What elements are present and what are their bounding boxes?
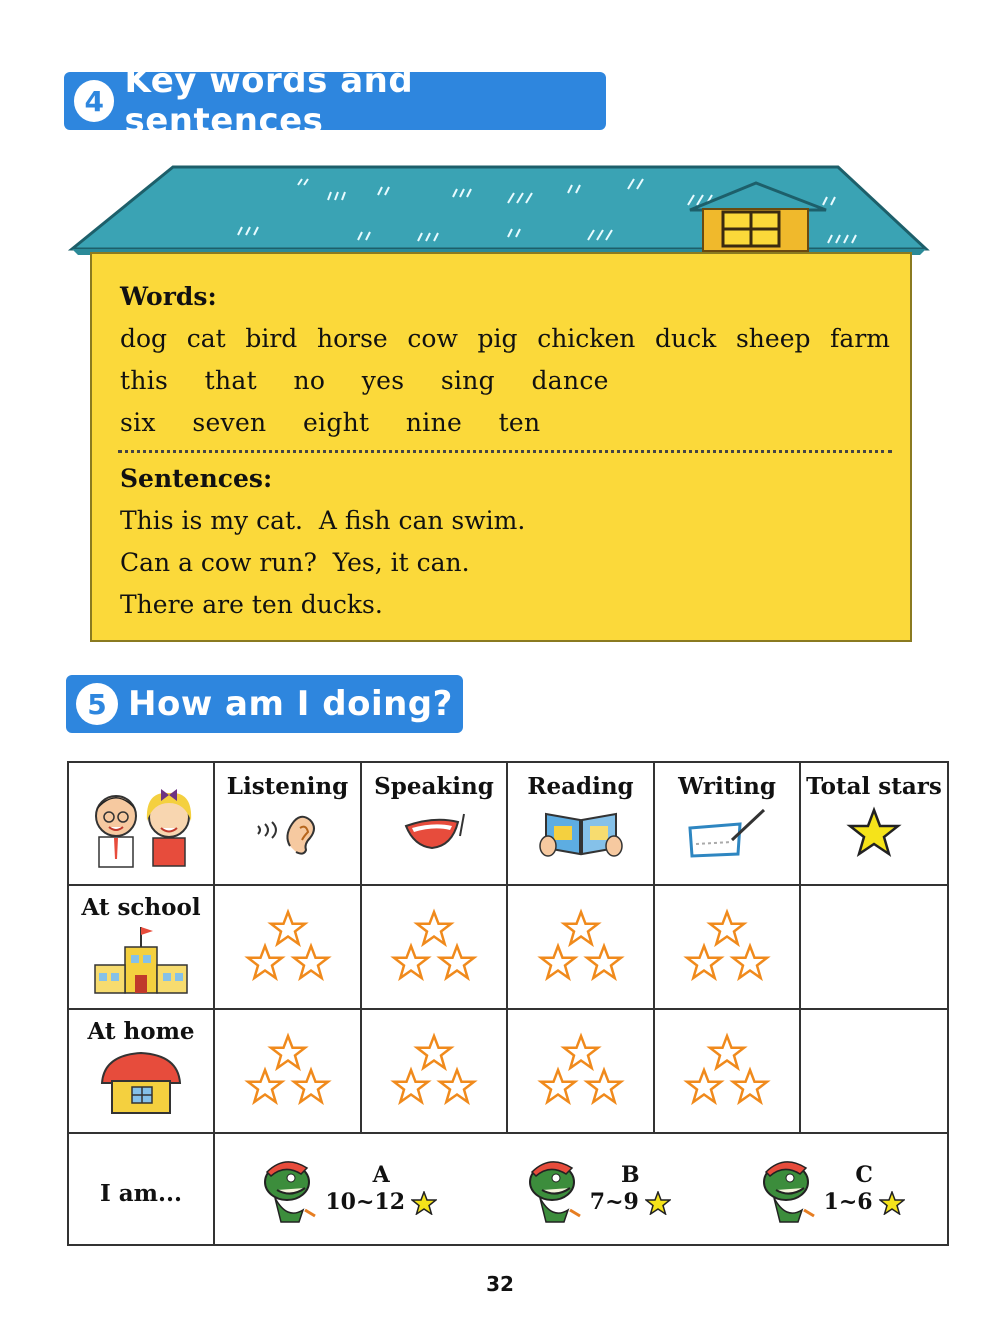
school-icon — [91, 925, 191, 997]
stars-cell — [361, 1009, 507, 1133]
grade-a — [257, 1154, 437, 1224]
grade-range: 1~6 — [823, 1189, 873, 1215]
word: cat — [186, 324, 226, 353]
word: dog — [120, 324, 168, 353]
three-stars-icon — [533, 1032, 629, 1106]
key-words-house — [90, 252, 912, 642]
column-label: Writing — [678, 773, 776, 800]
word: sheep — [735, 324, 811, 353]
sentences-heading: Sentences: — [120, 464, 273, 493]
column-header-speaking — [361, 762, 507, 885]
stars-cell — [507, 1009, 654, 1133]
sentence-line: There are ten ducks. — [120, 590, 383, 619]
column-header-reading — [507, 762, 654, 885]
section-number: 4 — [74, 80, 114, 122]
row-header-i-am — [68, 1133, 214, 1245]
dinosaur-icon — [257, 1154, 319, 1224]
stars-cell — [654, 1009, 800, 1133]
stars-cell — [214, 1009, 361, 1133]
row-label: At school — [81, 894, 201, 921]
star-icon — [411, 1191, 437, 1215]
grade-options — [215, 1134, 947, 1244]
grade-c — [756, 1154, 905, 1224]
house-roof — [68, 165, 930, 255]
dotted-divider — [118, 450, 892, 453]
grade-letter: C — [855, 1162, 873, 1188]
column-header-listening — [214, 762, 361, 885]
words-heading: Words: — [120, 282, 217, 311]
word: horse — [316, 324, 388, 353]
column-label: Total stars — [806, 773, 942, 800]
row-header-at-home — [68, 1009, 214, 1133]
word: farm — [830, 324, 890, 353]
column-header-total-stars — [800, 762, 948, 885]
kids-icon — [81, 781, 201, 871]
sentence-line: This is my cat. A fish can swim. — [120, 506, 526, 535]
dinosaur-icon — [756, 1154, 818, 1224]
word: bird — [245, 324, 298, 353]
grade-cell — [214, 1133, 948, 1245]
mouth-icon — [394, 806, 474, 856]
three-stars-icon — [533, 908, 629, 982]
words-line-2: this that no yes sing dance — [120, 366, 609, 395]
star-icon — [846, 806, 902, 858]
three-stars-icon — [386, 908, 482, 982]
three-stars-icon — [240, 908, 336, 982]
grade-range: 10~12 — [325, 1189, 406, 1215]
column-header-writing — [654, 762, 800, 885]
sentence-line: Can a cow run? Yes, it can. — [120, 548, 470, 577]
total-stars-cell[interactable] — [800, 885, 948, 1009]
section-title: Key words and sentences — [124, 61, 414, 141]
grade-range: 7~9 — [589, 1189, 639, 1215]
section-5-header — [66, 675, 463, 733]
page-number: 32 — [486, 1272, 514, 1296]
grade-b — [522, 1154, 671, 1224]
grade-letter: A — [372, 1162, 390, 1188]
star-icon — [879, 1191, 905, 1215]
stars-cell — [214, 885, 361, 1009]
book-icon — [536, 804, 626, 860]
row-label: At home — [87, 1018, 195, 1045]
three-stars-icon — [386, 1032, 482, 1106]
grade-letter: B — [620, 1162, 640, 1188]
section-title: How am I doing? — [128, 684, 453, 724]
section-number: 5 — [76, 683, 118, 725]
column-label: Listening — [226, 773, 349, 800]
three-stars-icon — [679, 1032, 775, 1106]
stars-cell — [361, 885, 507, 1009]
word: chicken — [537, 324, 636, 353]
column-label: Speaking — [374, 773, 494, 800]
three-stars-icon — [679, 908, 775, 982]
home-icon — [96, 1049, 186, 1117]
self-assessment-table — [67, 761, 949, 1246]
dinosaur-icon — [522, 1154, 584, 1224]
three-stars-icon — [240, 1032, 336, 1106]
total-stars-cell[interactable] — [800, 1009, 948, 1133]
ear-icon — [248, 806, 328, 856]
words-line-3: six seven eight nine ten — [120, 408, 541, 437]
row-header-at-school — [68, 885, 214, 1009]
words-line-1 — [120, 324, 890, 353]
kids-illustration-cell — [68, 762, 214, 885]
word: pig — [477, 324, 518, 353]
star-icon — [645, 1191, 671, 1215]
word: cow — [407, 324, 458, 353]
row-label: I am... — [99, 1179, 183, 1207]
word: duck — [655, 324, 717, 353]
notebook-pen-icon — [682, 804, 772, 860]
column-label: Reading — [527, 773, 634, 800]
stars-cell — [507, 885, 654, 1009]
stars-cell — [654, 885, 800, 1009]
section-4-header — [64, 61, 606, 141]
